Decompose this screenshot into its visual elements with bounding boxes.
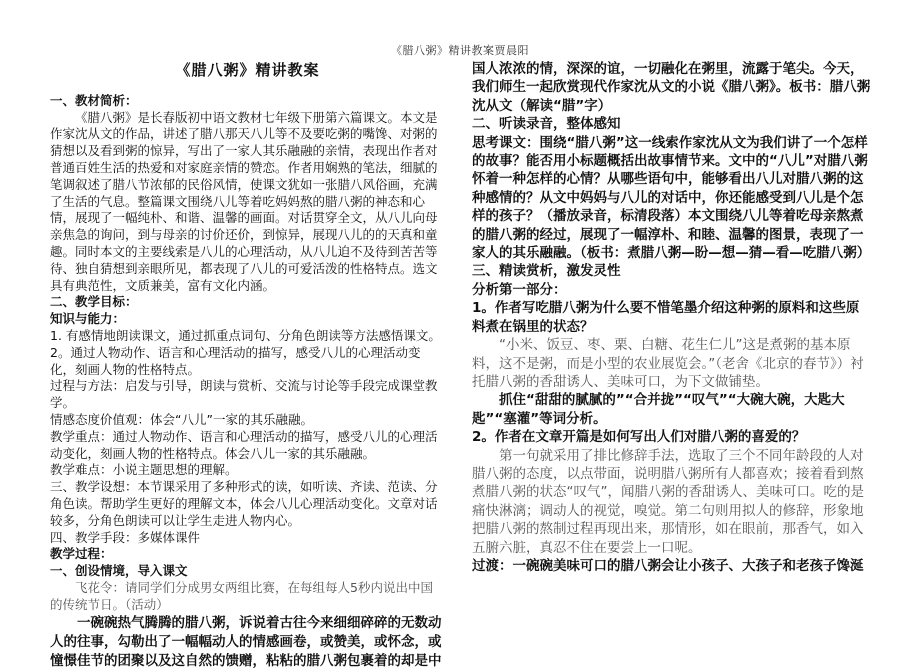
paragraph: 2。通过人物动作、语言和心理活动的描写，感受八儿的心理活动变化，刻画人物的性格特点。: [50, 344, 421, 377]
paragraph: 教学重点：通过人物动作、语言和心理活动的描写，感受八儿的心理活动变化，刻画人物的性格特点。体会八儿一家的其乐融融。: [50, 428, 438, 461]
paragraph: 情感态度价值观：体会“八儿”一家的其乐融融。: [50, 411, 313, 427]
paragraph: 三、教学设想：本节课采用了多种形式的读，如听读、齐读、范读、分角色读。帮助学生更好的理解文本，体会八儿心理活动变化。文章对话较多，分角色朗读可以让学生走进人物内心。: [50, 479, 438, 528]
subheading: 知识与能力：: [50, 311, 126, 327]
paragraph: 思考课文：围绕“腊八粥”这一线索作家沈从文为我们讲了一个怎样的故事？能否用小标题概括出故事情节来。文中的“八儿”对腊八粥怀着一种怎样的心情？从哪些语句中，能够看出八儿对腊八粥的这种感情的？从文中妈妈与八儿的对话中，你还能感受到八儿是个怎样的孩子？（播放录音，标清段落）本文围绕八儿等着吃母亲熬煮的腊八粥的经过，展现了一幅淳朴、和睦、温馨的图景，表现了一家人的其乐融融。（板书：煮腊八粥—盼—想—猜—看—吃腊八粥）: [472, 134, 871, 262]
right-column: [472, 60, 884, 575]
paragraph: 第一句就采用了排比修辞手法，选取了三个不同年龄段的人对腊八粥的态度，以点带面，说明腊八粥所有人都喜欢；接着看到熬煮腊八粥的状态“叹气”，闻腊八粥的香甜诱人、美味可口。吃的是痛快淋漓；调动人的视觉，嗅觉。第二句则用拟人的修辞，形象地把腊八粥的熬制过程再现出来，那情形，如在眼前，那香气，如入五腑六脏，真忍不住在要尝上一口呢。: [472, 447, 864, 556]
paragraph: 过渡：一碗碗美味可口的腊八粥会让小孩子、大孩子和老孩子馋涎: [472, 557, 864, 574]
paragraph: 1. 有感情地朗读课文，通过抓重点词句、分角色朗读等方法感悟课文。: [50, 327, 441, 343]
section-heading: 一、教材简析：: [50, 92, 138, 108]
section-heading: 二、教学目标：: [50, 294, 138, 310]
paragraph: 国人浓浓的情，深深的谊，一切融化在粥里，流露于笔尖。今天，我们师生一起欣赏现代作家沈从文的小说《腊八粥》。板书：腊八粥 沈从文（解读“腊”字）: [472, 61, 884, 114]
paragraph: 教学难点：小说主题思想的理解。: [50, 462, 238, 478]
subheading: 一、创设情境，导入课文: [50, 563, 188, 579]
paragraph: “小米、饭豆、枣、栗、白糖、花生仁儿”这是煮粥的基本原料，这不是粥，而是小型的农业展览会。”（老舍《北京的春节》）衬托腊八粥的香甜诱人、美味可口，为下文做铺垫。: [472, 337, 864, 390]
paragraph: 抓住“甜甜的腻腻的”“合并拢”“叹气”“大碗大碗，大匙大匙”“塞灌”等词分析。: [472, 392, 845, 427]
page-header: 《腊八粥》精讲教案贾晨阳: [391, 44, 529, 57]
paragraph: 过程与方法：启发与引导，朗读与赏析、交流与讨论等手段完成课堂教学。: [50, 378, 438, 411]
paragraph: 一碗碗热气腾腾的腊八粥，诉说着古往今来细细碎碎的无数动人的往事，勾勒出了一幅幅动人的情感画卷，或赞美，或怀念，或憧憬佳节的团聚以及这自然的馈赠，粘粘的腊八粥包裹着的却是中: [50, 614, 442, 669]
paragraph: 四、教学手段：多媒体课件: [50, 529, 201, 545]
section-heading: 三、精读赏析，激发灵性: [472, 263, 621, 280]
section-heading: 二、听读录音，整体感知: [472, 116, 621, 133]
question: 2。作者在文章开篇是如何写出人们对腊八粥的喜爱的？: [472, 429, 806, 446]
subheading: 分析第一部分：: [472, 281, 567, 298]
paragraph: 飞花令：请同学们分成男女两组比赛，在每组每人5秒内说出中国的传统节日。（活动）: [50, 579, 433, 612]
document-title: 《腊八粥》精讲教案: [175, 61, 320, 79]
question: 1。作者写吃腊八粥为什么要不惜笔墨介绍这种粥的原料和这些原料煮在锅里的状态？: [472, 300, 860, 335]
section-heading: 教学过程：: [50, 546, 113, 562]
paragraph: 《腊八粥》是长春版初中语文教材七年级下册第六篇课文。本文是作家沈从文的作品，讲述了腊八那天八儿等不及要吃粥的嘴馋、对粥的猜想以及看到粥的惊异，写出了一家人其乐融融的亲情，表现出作者对普通百姓生活的热爱和对家庭亲情的赞恋。作者用娴熟的笔法，细腻的笔调叙述了腊八节浓郁的民俗风情，使课文犹如一张腊八风俗画，充满了生活的气息。整篇课文围绕八儿等着吃妈妈熬的腊八粥的神态和心情，展现了一幅纯朴、和谐、温馨的画面。对话贯穿全文，从八儿向母亲焦急的询问，到与母亲的讨价还价，到惊异，展现八儿的的天真和童趣。同时本文的主要线索是八儿的心理活动，从八儿迫不及待到苦苦等待、独自猜想到亲眼所见，都表现了八儿的可爱活泼的性格特点。选文具有典范性，文质兼美，富有文化内涵。: [50, 109, 438, 293]
left-column: [50, 60, 445, 671]
